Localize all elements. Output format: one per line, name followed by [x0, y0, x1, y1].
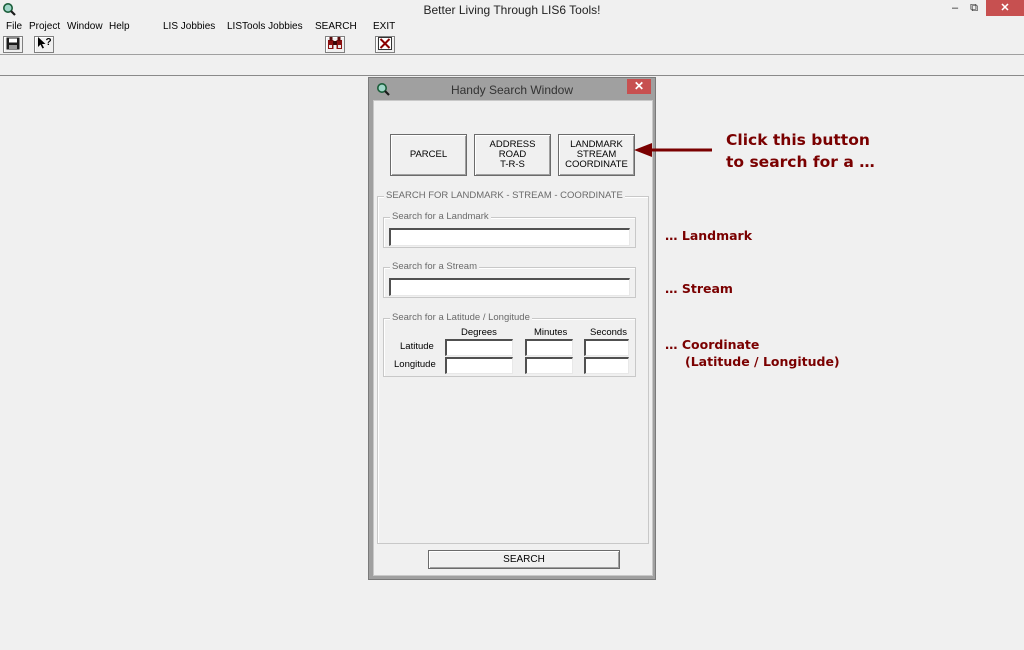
address-road-trs-button[interactable]: ADDRESS ROAD T-R-S — [474, 134, 551, 176]
toolbar-separator — [0, 75, 1024, 76]
window-title: Better Living Through LIS6 Tools! — [423, 3, 601, 17]
landmark-stream-coordinate-group — [377, 190, 649, 544]
landmark-group-title: Search for a Landmark — [392, 211, 489, 222]
annotation-landmark: … Landmark — [665, 228, 753, 243]
search-toolbar-button[interactable] — [325, 36, 345, 53]
longitude-seconds-input[interactable] — [584, 357, 629, 374]
longitude-label: Longitude — [394, 359, 436, 370]
landmark-group — [383, 211, 636, 248]
close-button[interactable]: ✕ — [986, 0, 1024, 16]
parcel-button[interactable]: PARCEL — [390, 134, 467, 176]
stream-group — [383, 261, 636, 298]
save-icon — [6, 37, 20, 53]
menu-file[interactable]: File — [6, 21, 23, 32]
annotation-click-line2: to search for a … — [726, 153, 875, 171]
app-titlebar — [0, 0, 1024, 18]
main-group-title: SEARCH FOR LANDMARK - STREAM - COORDINATE — [386, 190, 623, 201]
latitude-seconds-input[interactable] — [584, 339, 629, 356]
menu-exit[interactable]: EXIT — [373, 21, 396, 32]
latitude-degrees-input[interactable] — [445, 339, 513, 356]
exit-toolbar-button[interactable] — [375, 36, 395, 53]
svg-text:?: ? — [45, 37, 52, 48]
menu-project[interactable]: Project — [29, 21, 61, 32]
menu-help[interactable]: Help — [109, 21, 130, 32]
dialog-close-button[interactable]: ✕ — [627, 79, 651, 94]
landmark-input[interactable] — [389, 228, 630, 246]
dialog-title: Handy Search Window — [450, 83, 574, 97]
dialog-client-area — [373, 100, 653, 576]
annotation-click-line1: Click this button — [726, 131, 870, 149]
left-arrow-icon — [634, 141, 714, 159]
annotation-coordinate-line2: (Latitude / Longitude) — [685, 354, 840, 369]
dialog-titlebar[interactable] — [369, 78, 655, 100]
landmark-stream-coordinate-button[interactable]: LANDMARK STREAM COORDINATE — [558, 134, 635, 176]
coordinate-group — [383, 312, 636, 377]
handy-search-dialog — [368, 77, 656, 580]
toolbar — [0, 34, 1024, 55]
coordinate-group-title: Search for a Latitude / Longitude — [392, 312, 530, 323]
annotation-stream: … Stream — [665, 281, 733, 296]
annotation-coordinate-line1: … Coordinate — [665, 337, 760, 352]
menu-lis-jobbies[interactable]: LIS Jobbies — [163, 21, 216, 32]
seconds-label: Seconds — [590, 327, 627, 338]
context-help-button[interactable] — [34, 36, 54, 53]
save-button[interactable] — [3, 36, 23, 53]
menubar — [0, 19, 1024, 33]
search-button[interactable]: SEARCH — [428, 550, 620, 569]
latitude-minutes-input[interactable] — [525, 339, 573, 356]
binoculars-icon — [327, 36, 343, 53]
menu-listools-jobbies[interactable]: LISTools Jobbies — [227, 21, 303, 32]
menu-window[interactable]: Window — [67, 21, 103, 32]
stream-input[interactable] — [389, 278, 630, 296]
restore-button[interactable]: ⧉ — [970, 2, 978, 14]
degrees-label: Degrees — [461, 327, 497, 338]
minutes-label: Minutes — [534, 327, 568, 338]
menu-search[interactable]: SEARCH — [315, 21, 357, 32]
longitude-minutes-input[interactable] — [525, 357, 573, 374]
longitude-degrees-input[interactable] — [445, 357, 513, 374]
latitude-label: Latitude — [400, 341, 434, 352]
minimize-button[interactable]: – — [951, 2, 959, 14]
exit-x-icon — [378, 37, 392, 53]
stream-group-title: Search for a Stream — [392, 261, 478, 272]
help-pointer-icon — [36, 36, 52, 53]
